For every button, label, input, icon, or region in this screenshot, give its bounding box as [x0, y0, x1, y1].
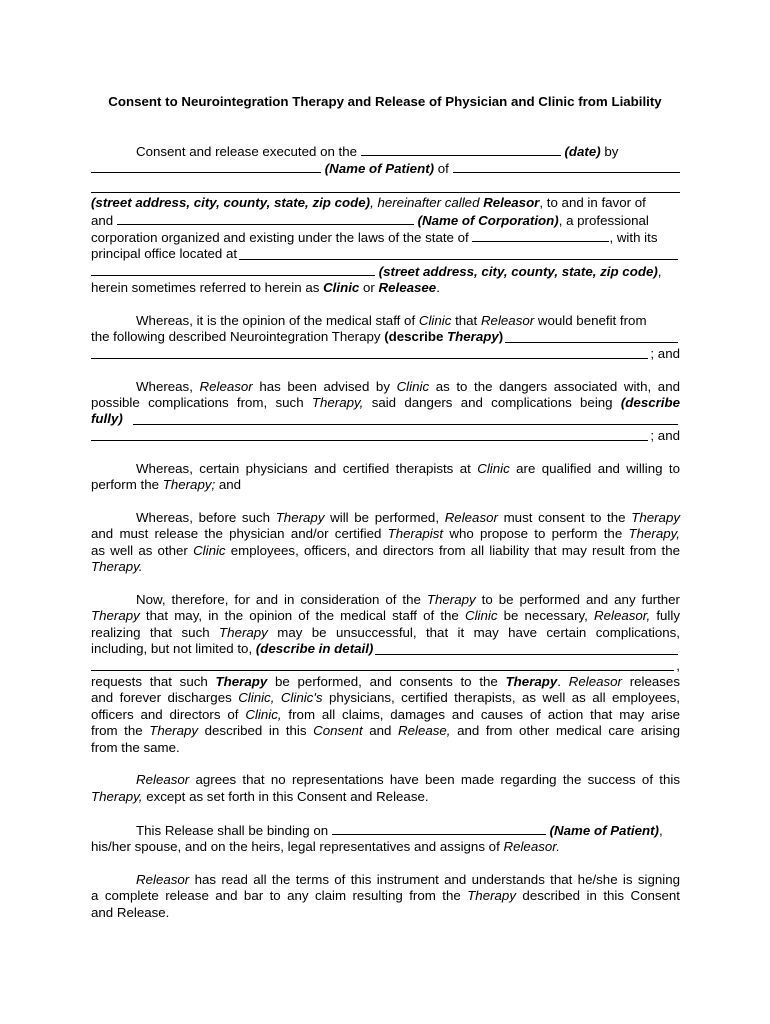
patient-address-blank-2[interactable]	[91, 178, 680, 193]
complications-description-blank-1[interactable]	[375, 642, 678, 655]
paragraph-whereas-advised: Whereas, Releasor has been advised by Clinic as to the dangers associated with, and possible complications from, such Therapy, said dangers and complications being (describe fully) ; and	[91, 378, 680, 443]
patient-name-blank[interactable]	[91, 160, 321, 173]
dangers-description-blank-1[interactable]	[133, 412, 678, 425]
paragraph-now-therefore: Now, therefore, for and in consideration of the Therapy to be performed and any further Therapy that may, in the opinion of the medical staff of the Clinic be necessary, Releasor, fully realizing that such Therapy may be unsuccessful, that it may have certain complications, including, but not limited to, (describe in detail) , requests that such Therapy be performed, and consents to the Therapy. Releasor releases and forever discharges Clinic, Clinic's physicians, certified therapists, as well as all employees, officers and directors of Clinic, from all claims, damages and causes of action that may arise from the Therapy described in this Consent and Release, and from other medical care arising from the same.	[91, 591, 681, 755]
principal-office-blank-1[interactable]	[239, 247, 678, 260]
paragraph-whereas-qualified: Whereas, certain physicians and certified therapists at Clinic are qualified and willing to perform the Therapy; and	[91, 460, 680, 493]
document-body	[91, 143, 680, 937]
therapy-description-blank-1[interactable]	[505, 330, 678, 343]
paragraph-whereas-opinion: Whereas, it is the opinion of the medical staff of Clinic that Releasor would benefit from the following described Neurointegration Therapy (describe Therapy ) ; and	[91, 313, 680, 361]
document-title: Consent to Neurointegration Therapy and Release of Physician and Clinic from Liability	[108, 94, 662, 109]
paragraph-binding: This Release shall be binding on (Name of Patient), his/her spouse, and on the heirs, legal representatives and assigns of Releasor.	[91, 822, 663, 854]
complications-description-blank-2[interactable]	[91, 658, 674, 671]
therapy-description-blank-2[interactable]	[91, 346, 648, 359]
corporation-name-blank[interactable]	[117, 212, 414, 225]
paragraph-read-terms: Releasor has read all the terms of this instrument and understands that he/she is signing a complete release and bar to any claim resulting from the Therapy described in this Consent and Release.	[91, 871, 680, 920]
binding-patient-name-blank[interactable]	[332, 822, 546, 835]
dangers-description-blank-2[interactable]	[91, 428, 648, 441]
principal-office-blank-2[interactable]	[91, 263, 375, 276]
state-blank[interactable]	[472, 229, 609, 242]
paragraph-whereas-consent: Whereas, before such Therapy will be performed, Releasor must consent to the Therapy and must release the physician and/or certified Therapist who propose to perform the Therapy, as well as other Clinic employees, officers, and directors from all liability that may result from the Therapy.	[91, 509, 680, 575]
paragraph-consent-release: Consent and release executed on the (date) by (Name of Patient) of (street address, city, county, state, zip code), hereinafter called Releasor, to and in favor of and (Name of Corporation), a professional corporation organized and existing under the laws of the state of , with its principal office located at (street address, city, county, state, zip code), herein sometimes referred to herein as Clinic or Releasee.	[91, 143, 680, 297]
date-blank[interactable]	[361, 143, 561, 156]
patient-address-blank-1[interactable]	[453, 160, 680, 173]
paragraph-no-representations: Releasor agrees that no representations have been made regarding the success of this Therapy, except as set forth in this Consent and Release.	[91, 772, 680, 804]
